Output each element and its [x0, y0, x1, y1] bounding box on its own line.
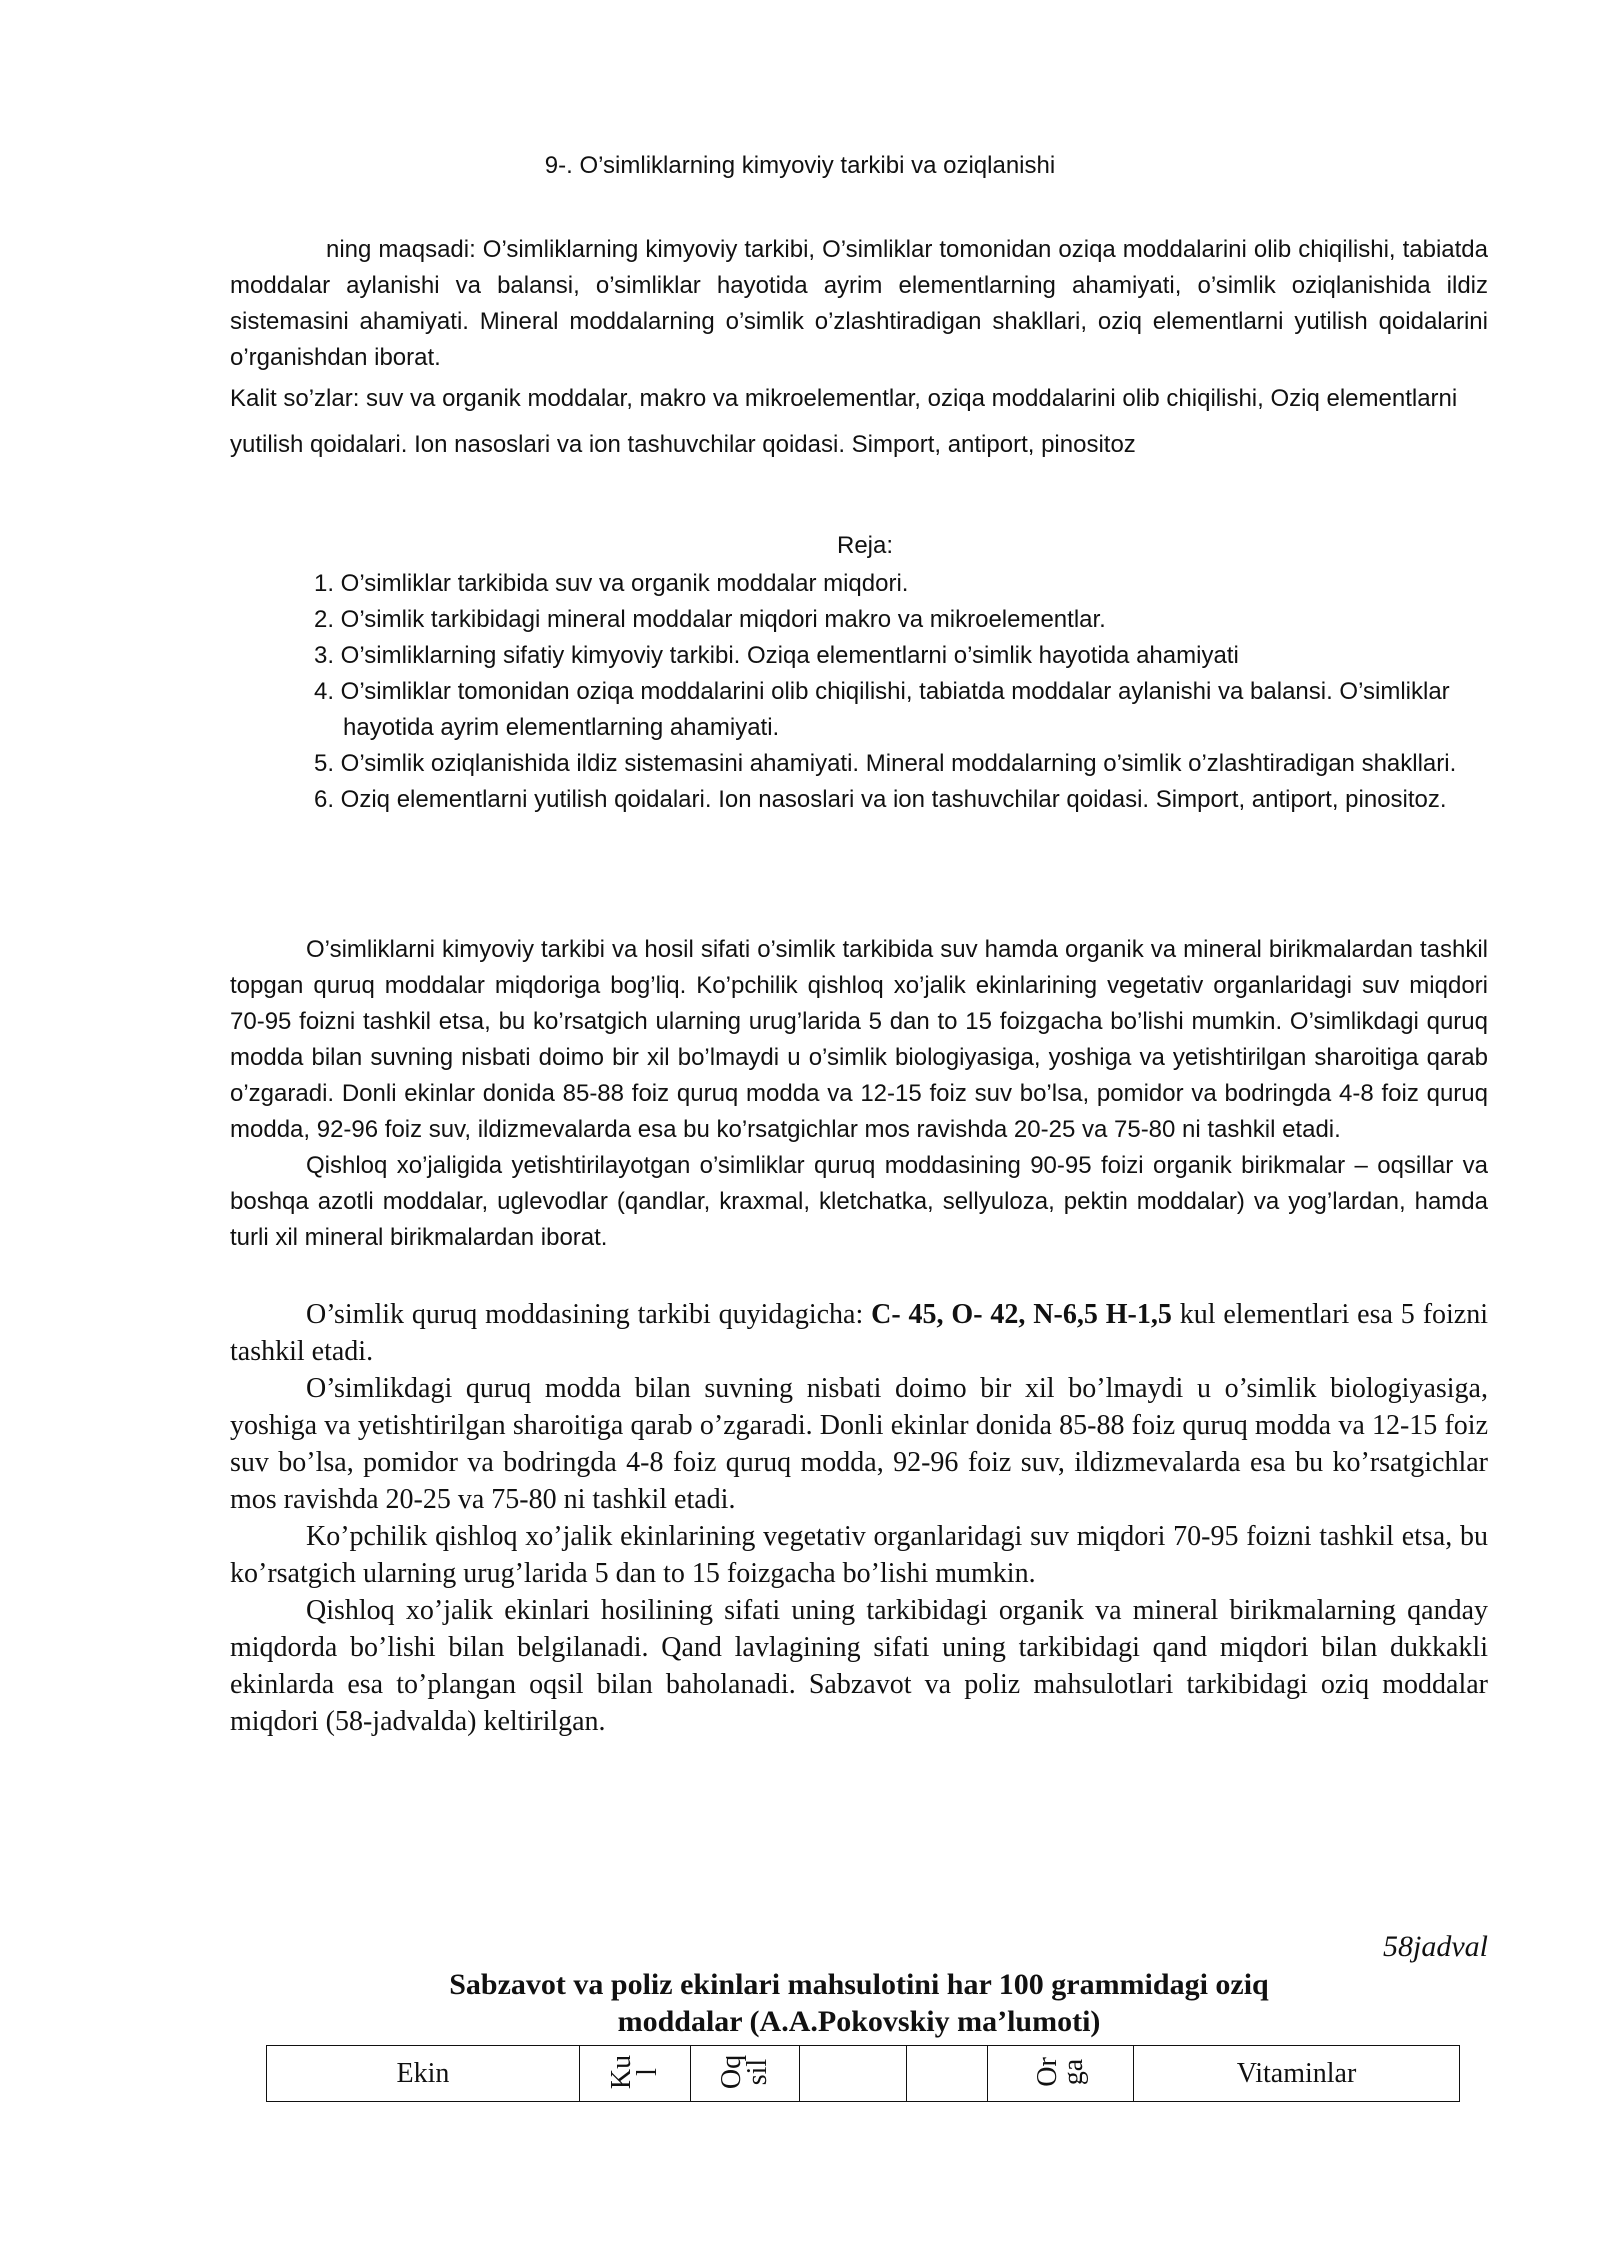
composition-text-end: kul elementlari esa 5 foizni tashkil etadi.: [230, 1299, 1489, 1367]
plan-item: 4. O’simliklar tomonidan oziqa moddalarini olib chiqilishi, tabiatda moddalar aylanishi va balansi. O’simliklar hayotida ayrim elementlarning ahamiyati.: [314, 678, 1450, 741]
header-kul-text: Ku l: [605, 2054, 663, 2090]
header-cell-vitaminlar: Vitaminlar: [1134, 2046, 1460, 2102]
plan-item: 6. Oziq elementlarni yutilish qoidalari. Ion nasoslari va ion tashuvchilar qoidasi. Simport, antiport, pinositoz.: [314, 786, 1447, 813]
table-number-label: 58jadval: [1383, 1930, 1488, 1963]
composition-text-start: O’simlik quruq moddasining tarkibi quyidagicha:: [306, 1299, 872, 1330]
page-title: 9-. O’simliklarning kimyoviy tarkibi va oziqlanishi: [544, 152, 1056, 179]
intro-paragraph: [230, 232, 1488, 376]
header-cell-ekin: Ekin: [267, 2046, 580, 2102]
header-organik-text: Or ga: [1031, 2057, 1089, 2087]
composition-values: C- 45, O- 42, N-6,5 H-1,5: [871, 1299, 1172, 1330]
header-cell-kul: [580, 2046, 691, 2102]
body-section-serif: [230, 1296, 1488, 1740]
header-cell-empty: [907, 2046, 988, 2102]
body-paragraph: Qishloq xo’jalik ekinlari hosilining sifati uning tarkibidagi organik va mineral birikmalarning qanday miqdorda bo’lishi bilan belgilanadi. Qand lavlagining sifati uning tarkibidagi qand miqdori bilan dukkakli ekinlarda esa to’plangan oqsil bilan baholanadi. Sabzavot va poliz mahsulotlari tarkibidagi oziq moddalar miqdori (58-jadvalda) keltirilgan.: [230, 1595, 1488, 1737]
nutrient-table: [266, 2045, 1460, 2102]
header-cell-empty: [800, 2046, 907, 2102]
header-cell-organik: [988, 2046, 1134, 2102]
plan-item: 5. O’simlik oziqlanishida ildiz sistemasini ahamiyati. Mineral moddalarning o’simlik o’zlashtiradigan shakllari.: [314, 750, 1457, 777]
body-section-sans: [230, 932, 1488, 1256]
table-header-row: [267, 2046, 1460, 2102]
plan-item: 3. O’simliklarning sifatiy kimyoviy tarkibi. Oziqa elementlarni o’simlik hayotida ahamiyati: [314, 642, 1239, 669]
body-paragraph: O’simliklarni kimyoviy tarkibi va hosil sifati o’simlik tarkibida suv hamda organik va mineral birikmalardan tashkil topgan quruq moddalar miqdoriga bog’liq. Ko’pchilik qishloq xo’jalik ekinlarining vegetativ organlaridagi suv miqdori 70-95 foizni tashkil etsa, bu ko’rsatgich ularning urug’larida 5 dan to 15 foizgacha bo’lishi mumkin. O’simlikdagi quruq modda bilan suvning nisbati doimo bir xil bo’lmaydi u o’simlik biologiyasiga, yoshiga va yetishtirilgan sharoitiga qarab o’zgaradi. Donli ekinlar donida 85-88 foiz quruq modda va 12-15 foiz suv bo’lsa, pomidor va bodringda 4-8 foiz quruq modda, 92-96 foiz suv, ildizmevalarda esa bu ko’rsatgichlar mos ravishda 20-25 va 75-80 ni tashkil etadi.: [230, 936, 1488, 1143]
plan-title: Reja:: [836, 532, 894, 559]
body-paragraph: O’simlikdagi quruq modda bilan suvning nisbati doimo bir xil bo’lmaydi u o’simlik biologiyasiga, yoshiga va yetishtirilgan sharoitiga qarab o’zgaradi. Donli ekinlar donida 85-88 foiz quruq modda va 12-15 foiz suv bo’lsa, pomidor va bodringda 4-8 foiz quruq modda, 92-96 foiz suv, ildizmevalarda esa bu ko’rsatgichlar mos ravishda 20-25 va 75-80 ni tashkil etadi.: [230, 1373, 1488, 1515]
body-paragraph: Ko’pchilik qishloq xo’jalik ekinlarining vegetativ organlaridagi suv miqdori 70-95 foizni tashkil etsa, bu ko’rsatgich ularning urug’larida 5 dan to 15 foizgacha bo’lishi mumkin.: [230, 1521, 1488, 1589]
body-paragraph: Qishloq xo’jaligida yetishtirilayotgan o’simliklar quruq moddasining 90-95 foizi organik birikmalar – oqsillar va boshqa azotli moddalar, uglevodlar (qandlar, kraxmal, kletchatka, sellyuloza, pektin moddalar) va yog’lardan, hamda turli xil mineral birikmalardan iborat.: [230, 1152, 1488, 1251]
plan-item: 2. O’simlik tarkibidagi mineral moddalar miqdori makro va mikroelementlar.: [314, 606, 1106, 633]
table-title-line: Sabzavot va poliz ekinlari mahsulotini har 100 grammidagi oziq: [449, 1968, 1269, 2001]
header-oqsil-text: Oq sil: [715, 2054, 773, 2090]
table-title-line: moddalar (A.A.Pokovskiy ma’lumoti): [617, 2005, 1101, 2038]
header-cell-oqsil: [691, 2046, 800, 2102]
keywords-paragraph: Kalit so’zlar: suv va organik moddalar, makro va mikroelementlar, oziqa moddalarini olib chiqilishi, Oziq elementlarni yutilish qoidalari. Ion nasoslari va ion tashuvchilar qoidasi. Simport, antiport, pinositoz: [230, 385, 1458, 458]
plan-item: 1. O’simliklar tarkibida suv va organik moddalar miqdori.: [314, 570, 909, 597]
table-title: [230, 1966, 1488, 2040]
body-paragraph-composition: [230, 1296, 1488, 1370]
intro-purpose-text: ning maqsadi: O’simliklarning kimyoviy tarkibi, O’simliklar tomonidan oziqa moddalarini olib chiqilishi, tabiatda moddalar aylanishi va balansi, o’simliklar hayotida ayrim elementlarning ahamiyati, o’simlik oziqlanishida ildiz sistemasini ahamiyati. Mineral moddalarning o’simlik o’zlashtiradigan shakllari, oziq elementlarni yutilish qoidalarini o’rganishdan iborat.: [230, 236, 1488, 371]
plan-list: [305, 566, 1495, 818]
